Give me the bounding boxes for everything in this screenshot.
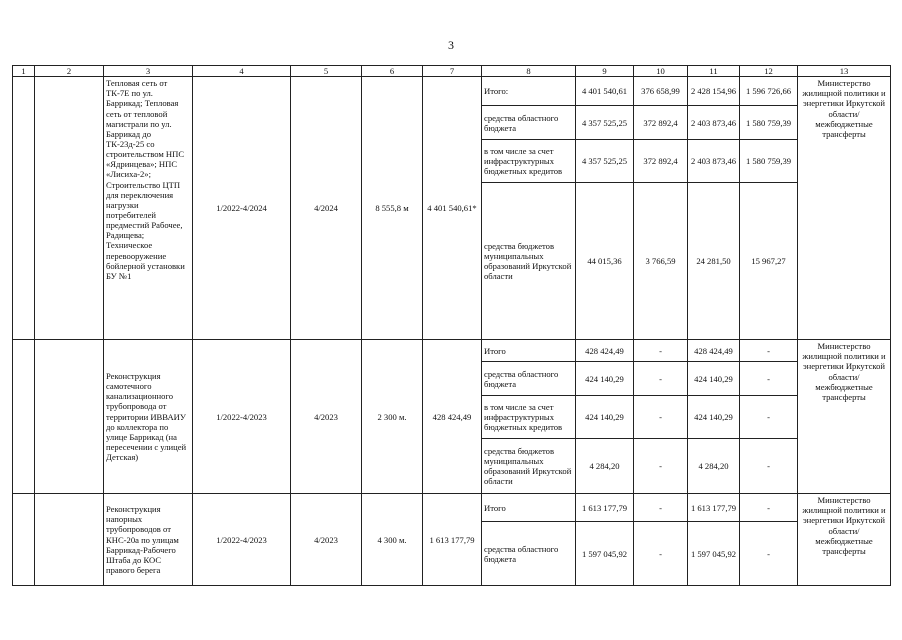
value-col12: 1 580 759,39 <box>740 106 798 140</box>
table-row <box>13 340 891 362</box>
col-header: 7 <box>423 66 482 77</box>
deadline: 4/2024 <box>291 77 362 340</box>
funding-label: в том числе за счет инфраструктурных бюджетных кредитов <box>482 396 576 439</box>
col-header: 4 <box>193 66 291 77</box>
funding-label: Итого <box>482 494 576 522</box>
value-col12: - <box>740 494 798 522</box>
col-header: 11 <box>688 66 740 77</box>
value-col12: - <box>740 522 798 586</box>
value-col11: 2 428 154,96 <box>688 77 740 106</box>
value-col9: 4 284,20 <box>576 439 634 494</box>
column-number-row <box>13 66 891 77</box>
funding-label: средства бюджетов муниципальных образований Иркутской области <box>482 183 576 340</box>
cost: 1 613 177,79 <box>423 494 482 586</box>
value-col10: - <box>634 396 688 439</box>
cost: 428 424,49 <box>423 340 482 494</box>
period: 1/2022-4/2023 <box>193 340 291 494</box>
value-col9: 1 613 177,79 <box>576 494 634 522</box>
responsible: Министерство жилищной политики и энергетики Иркутской области/ межбюджетные трансферты <box>798 340 891 494</box>
value-col12: - <box>740 362 798 396</box>
col-header: 5 <box>291 66 362 77</box>
value-col9: 1 597 045,92 <box>576 522 634 586</box>
page-number: 3 <box>448 38 454 52</box>
value-col10: - <box>634 362 688 396</box>
value-col11: 1 613 177,79 <box>688 494 740 522</box>
object-name: Реконструкция самотечного канализационного трубопровода от территории ИВВАИУ до коллектора по улице Баррикад (на пересечении с улицей Детская) <box>104 340 193 494</box>
capacity: 4 300 м. <box>362 494 423 586</box>
col-header: 6 <box>362 66 423 77</box>
funding-label: средства областного бюджета <box>482 106 576 140</box>
responsible: Министерство жилищной политики и энергетики Иркутской области/ межбюджетные трансферты <box>798 494 891 586</box>
cost: 4 401 540,61* <box>423 77 482 340</box>
capacity: 2 300 м. <box>362 340 423 494</box>
value-col10: - <box>634 522 688 586</box>
row-number-cell <box>13 77 35 340</box>
value-col12: - <box>740 439 798 494</box>
object-name: Реконструкция напорных трубопроводов от КНС-20а по улицам Баррикад-Рабочего Штаба до КОС правого берега <box>104 494 193 586</box>
value-col10: - <box>634 340 688 362</box>
investment-table <box>12 65 891 586</box>
value-col11: 2 403 873,46 <box>688 106 740 140</box>
value-col11: 1 597 045,92 <box>688 522 740 586</box>
col-header: 8 <box>482 66 576 77</box>
value-col9: 44 015,36 <box>576 183 634 340</box>
col-header: 13 <box>798 66 891 77</box>
value-col9: 424 140,29 <box>576 396 634 439</box>
empty-cell <box>35 340 104 494</box>
value-col10: - <box>634 494 688 522</box>
funding-label: средства бюджетов муниципальных образований Иркутской области <box>482 439 576 494</box>
value-col12: 15 967,27 <box>740 183 798 340</box>
funding-label: средства областного бюджета <box>482 522 576 586</box>
value-col9: 4 357 525,25 <box>576 140 634 183</box>
empty-cell <box>35 494 104 586</box>
value-col11: 4 284,20 <box>688 439 740 494</box>
value-col12: 1 596 726,66 <box>740 77 798 106</box>
col-header: 10 <box>634 66 688 77</box>
value-col12: - <box>740 340 798 362</box>
value-col9: 428 424,49 <box>576 340 634 362</box>
period: 1/2022-4/2023 <box>193 494 291 586</box>
value-col9: 424 140,29 <box>576 362 634 396</box>
table-row <box>13 494 891 522</box>
deadline: 4/2023 <box>291 494 362 586</box>
table-row <box>13 77 891 106</box>
col-header: 1 <box>13 66 35 77</box>
funding-label: Итого <box>482 340 576 362</box>
funding-label: средства областного бюджета <box>482 362 576 396</box>
funding-label: Итого: <box>482 77 576 106</box>
value-col11: 24 281,50 <box>688 183 740 340</box>
value-col9: 4 401 540,61 <box>576 77 634 106</box>
responsible: Министерство жилищной политики и энергетики Иркутской области/ межбюджетные трансферты <box>798 77 891 340</box>
deadline: 4/2023 <box>291 340 362 494</box>
object-name: Тепловая сеть от ТК-7Е по ул. Баррикад; Тепловая сеть от тепловой магистрали по ул. Баррикад до ТК-23д-25 со строительством НПС «Ядринцева»; НПС «Лисиха-2»; Строительство ЦТП для переключения нагрузки потребителей предместий Рабочее, Радищева; Техническое перевооружение бойлерной установки БУ №1 <box>104 77 193 340</box>
value-col11: 424 140,29 <box>688 362 740 396</box>
value-col12: 1 580 759,39 <box>740 140 798 183</box>
value-col9: 4 357 525,25 <box>576 106 634 140</box>
value-col11: 2 403 873,46 <box>688 140 740 183</box>
funding-label: в том числе за счет инфраструктурных бюджетных кредитов <box>482 140 576 183</box>
period: 1/2022-4/2024 <box>193 77 291 340</box>
empty-cell <box>35 77 104 340</box>
row-number-cell <box>13 340 35 494</box>
value-col10: 3 766,59 <box>634 183 688 340</box>
value-col10: 372 892,4 <box>634 106 688 140</box>
col-header: 3 <box>104 66 193 77</box>
col-header: 12 <box>740 66 798 77</box>
value-col10: 376 658,99 <box>634 77 688 106</box>
value-col10: 372 892,4 <box>634 140 688 183</box>
col-header: 2 <box>35 66 104 77</box>
value-col11: 428 424,49 <box>688 340 740 362</box>
row-number-cell <box>13 494 35 586</box>
capacity: 8 555,8 м <box>362 77 423 340</box>
value-col12: - <box>740 396 798 439</box>
value-col11: 424 140,29 <box>688 396 740 439</box>
col-header: 9 <box>576 66 634 77</box>
value-col10: - <box>634 439 688 494</box>
